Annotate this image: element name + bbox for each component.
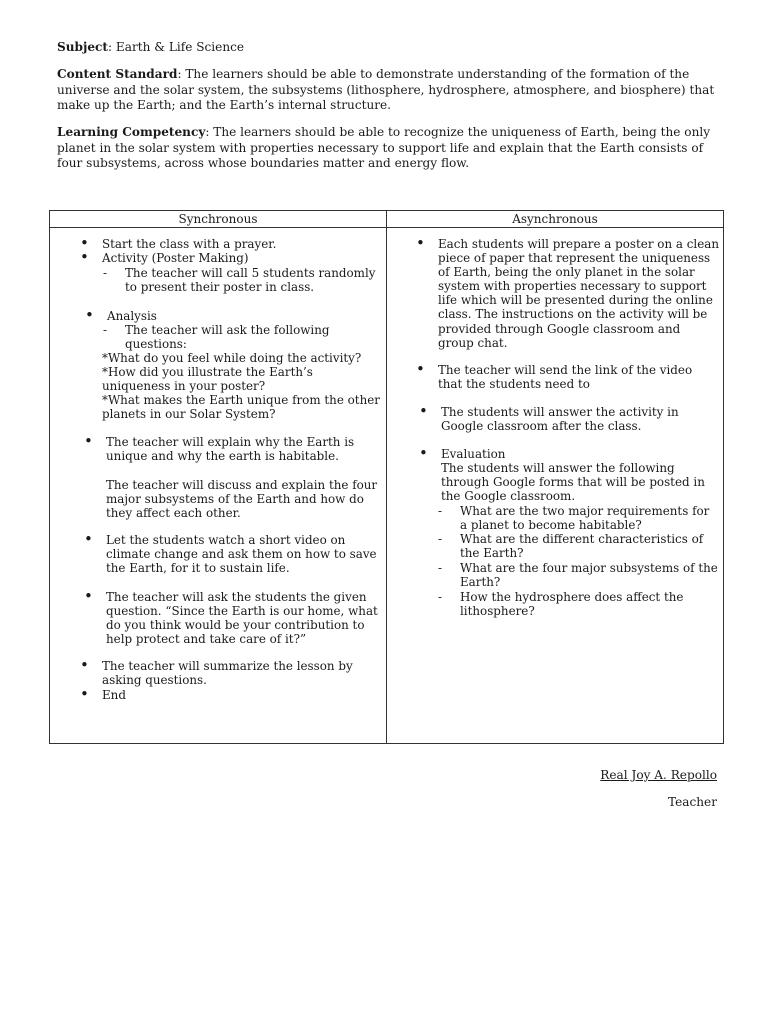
text-line: unique and why the earth is habitable.	[106, 449, 339, 464]
text-line: uniqueness in your poster?	[102, 379, 266, 394]
text-line: major subsystems of the Earth and how do	[106, 492, 364, 507]
text-line: life which will be presented during the online	[438, 293, 713, 308]
sub-item	[438, 561, 718, 590]
text-line: The teacher will send the link of the video	[438, 363, 693, 377]
item-text	[106, 435, 354, 463]
content-standard-text: : The learners should be able to demonstrate understanding of the formation of the universe and the solar system, the subsystems (lithosphere, hydrosphere, atmosphere, and biosphere) that make up the Earth; and the Earth’s internal structure.	[57, 67, 715, 112]
item-text	[460, 504, 709, 532]
text-line: The teacher will discuss and explain the four	[106, 478, 378, 492]
text-line: The teacher will call 5 students randomly	[125, 266, 376, 280]
item-text	[102, 688, 126, 702]
text-line: class. The instructions on the activity will be	[438, 307, 708, 322]
item-text	[106, 478, 377, 520]
text-line: *How did you illustrate the Earth’s	[102, 365, 313, 380]
subject-label: Subject	[57, 40, 109, 54]
list-item	[80, 248, 249, 266]
text-line: questions:	[125, 337, 187, 352]
text-line: that the students need to	[438, 377, 590, 392]
text-line: climate change and ask them on how to save	[106, 547, 377, 562]
bullet: •	[84, 432, 93, 450]
text-line: Earth?	[460, 575, 501, 590]
sub-item	[438, 590, 684, 619]
bullet: •	[84, 587, 93, 605]
dash: -	[103, 323, 108, 337]
item-text	[460, 590, 683, 618]
bullet: •	[80, 685, 89, 703]
text-line: The teacher will ask the students the given	[106, 590, 367, 604]
synchronous-cell	[50, 228, 387, 744]
text-line: How the hydrosphere does affect the	[460, 590, 684, 604]
list-item	[84, 530, 377, 576]
list-item	[80, 656, 353, 688]
question-list	[102, 351, 380, 421]
text-line: asking questions.	[102, 673, 207, 688]
list-item	[84, 432, 355, 464]
dash: -	[438, 532, 443, 546]
item-text	[438, 237, 719, 350]
text-line: Each students will prepare a poster on a clean	[438, 237, 720, 251]
bullet: •	[416, 360, 425, 378]
text-line: they affect each other.	[106, 506, 241, 521]
list-item	[416, 234, 720, 350]
item-text	[107, 309, 157, 323]
dash: -	[103, 266, 108, 280]
item-text	[125, 266, 375, 294]
bullet: •	[85, 306, 94, 324]
item-text	[460, 561, 718, 589]
text-line: *What do you feel while doing the activity?	[102, 351, 362, 365]
bullet: •	[416, 234, 425, 252]
text-line: The students will answer the following	[441, 461, 675, 476]
content-standard-label: Content Standard	[57, 67, 178, 81]
learning-competency	[57, 125, 717, 172]
text-line: The teacher will explain why the Earth is	[106, 435, 355, 449]
text-line: Google classroom after the class.	[441, 419, 642, 434]
subject-line	[57, 40, 717, 56]
sub-item	[438, 532, 704, 561]
text-line: What are the two major requirements for	[460, 504, 710, 518]
learning-competency-label: Learning Competency	[57, 125, 206, 139]
item-text	[102, 351, 380, 421]
text-line: End	[102, 688, 126, 702]
text-line: Analysis	[107, 309, 157, 323]
teacher-role: Teacher	[668, 795, 717, 809]
text-line: What are the four major subsystems of the	[460, 561, 718, 575]
item-text	[125, 323, 330, 351]
text-line: the Earth?	[460, 546, 524, 561]
list-item	[419, 444, 705, 504]
text-line: do you think would be your contribution to	[106, 618, 365, 633]
text-line: system with properties necessary to support	[438, 279, 707, 294]
text-line: *What makes the Earth unique from the other	[102, 393, 380, 408]
text-line: lithosphere?	[460, 604, 535, 619]
text-line: group chat.	[438, 335, 508, 350]
bullet: •	[419, 444, 428, 462]
bullet: •	[80, 656, 89, 674]
item-text	[102, 659, 353, 687]
list-item	[84, 587, 378, 647]
sub-item	[103, 323, 330, 352]
text-line: piece of paper that represent the uniqueness	[438, 251, 711, 266]
table-header-row	[50, 211, 724, 228]
list-item	[416, 360, 693, 392]
item-text	[441, 447, 705, 503]
text-line: of Earth, being the only planet in the solar	[438, 265, 695, 280]
paragraph	[106, 478, 377, 520]
sub-item	[103, 266, 376, 295]
text-line: to present their poster in class.	[125, 280, 315, 295]
list-item	[419, 402, 679, 434]
item-text	[438, 363, 692, 391]
bullet: •	[84, 530, 93, 548]
list-item	[80, 685, 126, 703]
text-line: provided through Google classroom and	[438, 321, 681, 336]
text-line: What are the different characteristics of	[460, 532, 704, 546]
bullet: •	[80, 234, 89, 252]
item-text	[102, 237, 276, 251]
text-line: The students will answer the activity in	[441, 405, 679, 419]
text-line: question. “Since the Earth is our home, what	[106, 604, 378, 619]
asynchronous-cell	[387, 228, 724, 744]
sub-item	[438, 504, 710, 533]
list-item	[80, 234, 277, 252]
text-line: the Earth, for it to sustain life.	[106, 561, 290, 576]
dash: -	[438, 561, 443, 575]
text-line: a planet to become habitable?	[460, 518, 642, 533]
text-line: The teacher will summarize the lesson by	[102, 659, 353, 673]
column-header-synchronous: Synchronous	[50, 211, 387, 228]
bullet: •	[419, 402, 428, 420]
bullet: •	[80, 248, 89, 266]
item-text	[106, 533, 377, 575]
list-item	[85, 306, 157, 324]
text-line: Let the students watch a short video on	[106, 533, 346, 547]
text-line: Evaluation	[441, 447, 506, 461]
text-line: through Google forms that will be posted in	[441, 475, 705, 490]
dash: -	[438, 590, 443, 604]
text-line: The teacher will ask the following	[125, 323, 330, 337]
subject-text: : Earth & Life Science	[108, 40, 245, 54]
text-line: the Google classroom.	[441, 489, 576, 504]
content-standard	[57, 67, 717, 114]
table-row	[50, 228, 724, 744]
text-line: Start the class with a prayer.	[102, 237, 277, 251]
column-header-asynchronous: Asynchronous	[387, 211, 724, 228]
lesson-plan-table	[49, 210, 724, 744]
learning-competency-text: : The learners should be able to recognize the uniqueness of Earth, being the only planet in the solar system with properties necessary to support life and explain that the Earth consists of four subsystems, across whose boundaries matter and energy flow.	[57, 125, 711, 170]
text-line: Activity (Poster Making)	[102, 251, 249, 265]
text-line: planets in our Solar System?	[102, 407, 276, 422]
dash: -	[438, 504, 443, 518]
item-text	[102, 251, 249, 265]
item-text	[106, 590, 378, 646]
item-text	[460, 532, 703, 560]
teacher-name: Real Joy A. Repollo	[600, 768, 717, 782]
item-text	[441, 405, 679, 433]
text-line: help protect and take care of it?”	[106, 632, 307, 647]
